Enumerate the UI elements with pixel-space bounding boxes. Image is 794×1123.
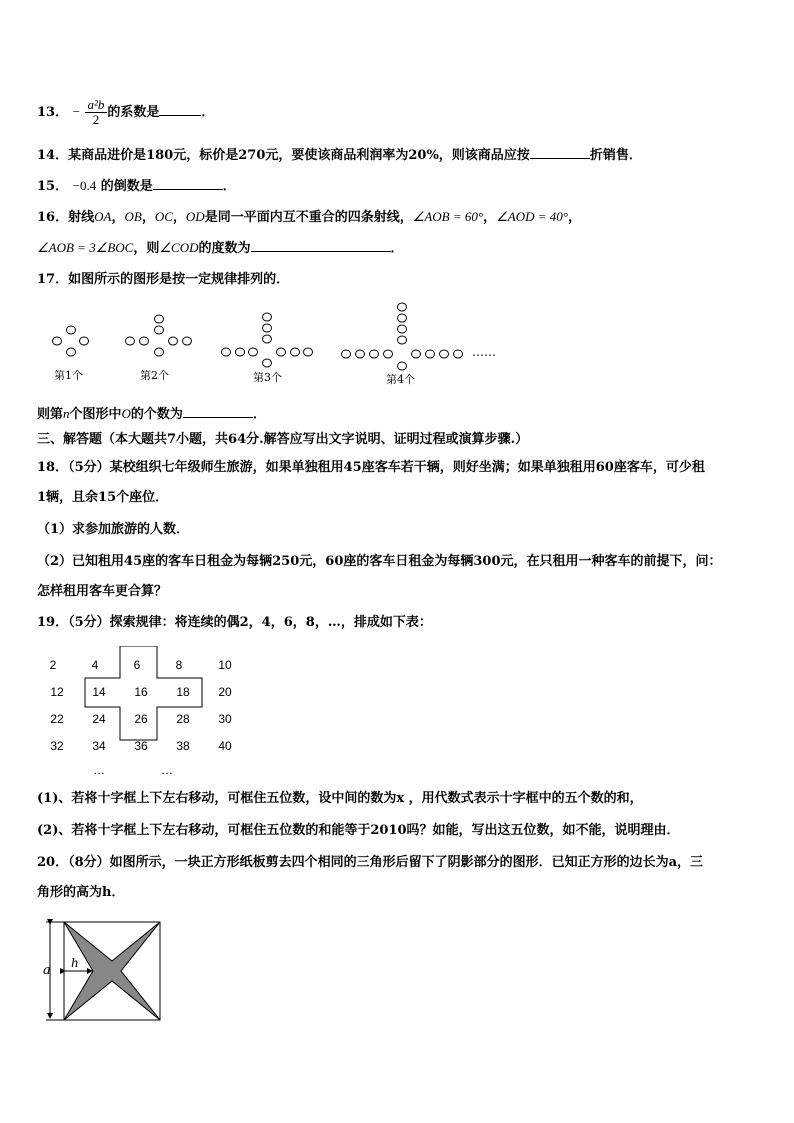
grid-cell: 32 — [50, 739, 64, 753]
question-19-sub-2: (2)、若将十字框上下左右移动，可框住五位数的和能等于2010吗？如能，写出这五位数，如不能，说明理由． — [37, 823, 680, 838]
answer-blank — [153, 177, 223, 190]
grid-cell: 2 — [49, 658, 57, 672]
pattern-circle — [370, 350, 379, 358]
grid-cell: 18 — [176, 685, 190, 699]
fraction — [85, 98, 108, 127]
pattern-circle — [398, 336, 407, 344]
question-17-answer: 则第n个图形中O的个数为 ． — [37, 406, 266, 422]
question-text: 的系数是 — [107, 105, 160, 120]
question-number: 16． — [37, 210, 69, 225]
variable-o: O — [121, 406, 131, 421]
pattern-circle — [155, 348, 164, 356]
figure-label-4: 第4个 — [386, 373, 415, 386]
grid-cell: 8 — [175, 658, 183, 672]
grid-cell: 38 — [176, 739, 190, 753]
label-a: a — [43, 963, 51, 978]
figure-label-1: 第1个 — [54, 369, 83, 382]
grid-cell: 24 — [92, 712, 106, 726]
pattern-circle — [155, 326, 164, 334]
pattern-circle — [140, 337, 149, 345]
grid-cell: 12 — [50, 685, 64, 699]
grid-cell: 10 — [218, 658, 232, 672]
question-20-line-1: 20．（8分）如图所示，一块正方形纸板剪去四个相同的三角形后留下了阴影部分的图形．已知正方形的边长为a，三 — [37, 855, 704, 870]
pattern-circle — [263, 313, 272, 321]
grid-cell: 20 — [218, 685, 232, 699]
question-18-sub-2a: （2）已知租用45座的客车日租金为每辆250元，60座的客车日租金为每辆300元，在只租用一种客车的前提下，问： — [37, 554, 722, 569]
pattern-circle — [356, 350, 365, 358]
angle-relation: ∠AOB = 3∠BOC — [37, 240, 134, 255]
question-18-line-1: 18．（5分）某校组织七年级师生旅游，如果单独租用45座客车若干辆，则好坐满；如果单独租用60座客车，可少租 — [37, 460, 705, 475]
ellipsis: …… — [472, 345, 496, 359]
pattern-circle — [263, 335, 272, 343]
grid-dots: … — [161, 763, 173, 777]
angle-aod: ∠AOD = 40° — [496, 209, 568, 224]
grid-dots: … — [93, 763, 105, 777]
pattern-circle — [183, 337, 192, 345]
question-number: 17． — [37, 272, 69, 287]
question-19-sub-1: (1)、若将十字框上下左右移动，可框住五位数，设中间的数为x ，用代数式表示十字框中的五个数的和， — [37, 791, 643, 806]
question-13: 13． − $\frac{\text{a²b}}{2}$ 的系数是 ． — [37, 97, 215, 127]
question-18-line-2: 1辆，且余15个座位． — [37, 490, 169, 505]
pattern-circle — [398, 314, 407, 322]
answer-blank — [183, 405, 253, 418]
pattern-circle — [126, 337, 135, 345]
fraction-denominator: 2 — [92, 112, 100, 127]
pattern-circle — [304, 348, 313, 356]
ray-od: OD — [185, 209, 205, 224]
pattern-circle — [236, 348, 245, 356]
ray-oa: OA — [94, 209, 112, 224]
minus-sign: − — [72, 104, 80, 119]
angle-aob: ∠AOB = 60° — [412, 209, 484, 224]
grid-cell: 40 — [218, 739, 232, 753]
pattern-circle — [384, 350, 393, 358]
ray-oc: OC — [154, 209, 173, 224]
grid-cell: 6 — [133, 658, 141, 672]
pattern-circle — [440, 350, 449, 358]
grid-cell: 16 — [134, 685, 148, 699]
grid-cell: 28 — [176, 712, 190, 726]
question-number: 14． — [37, 148, 69, 163]
pattern-circle — [277, 348, 286, 356]
grid-cell: 34 — [92, 739, 106, 753]
grid-cell: 14 — [92, 685, 106, 699]
pattern-circle — [222, 348, 231, 356]
pattern-circle — [80, 337, 89, 345]
question-17 — [37, 271, 289, 289]
pattern-circle — [263, 324, 272, 332]
question-20-line-2: 角形的高为h． — [37, 885, 125, 900]
question-18-sub-1: （1）求参加旅游的人数． — [37, 522, 190, 537]
grid-cell: 36 — [134, 739, 148, 753]
pattern-circle — [155, 315, 164, 323]
answer-blank — [530, 146, 590, 159]
figure-label-2: 第2个 — [140, 369, 169, 382]
pattern-circle — [454, 350, 463, 358]
variable-n: n — [63, 406, 70, 421]
question-number: 13． — [37, 105, 69, 120]
angle-cod: ∠COD — [159, 240, 199, 255]
ray-ob: OB — [124, 209, 142, 224]
pattern-circle — [67, 326, 76, 334]
label-h: h — [71, 956, 79, 970]
grid-cell: 4 — [91, 658, 99, 672]
pattern-circle — [263, 359, 272, 367]
circle-pattern-figure — [40, 296, 520, 392]
question-19-line-1: 19．（5分）探索规律：将连续的偶2，4，6，8，…，排成如下表： — [37, 615, 432, 630]
section-heading: 三、解答题（本大题共7小题，共64分.解答应写出文字说明、证明过程或演算步骤.） — [37, 432, 529, 447]
pattern-circle — [412, 350, 421, 358]
answer-blank — [251, 239, 391, 252]
question-text: 的倒数是 — [100, 179, 153, 194]
grid-cell: 22 — [50, 712, 64, 726]
pattern-circle — [398, 325, 407, 333]
question-16-line-1: 16．射线OA，OB，OC，OD是同一平面内互不重合的四条射线，∠AOB = 60°，∠AOD = 40°， — [37, 209, 581, 225]
number-grid — [37, 646, 247, 786]
question-14: 14．某商品进价是180元，标价是270元，要使该商品利润率为20%，则该商品应按 折销售． — [37, 148, 642, 163]
square-star-figure — [38, 918, 163, 1024]
question-text: 如图所示的图形是按一定规律排列的． — [68, 272, 290, 287]
question-15: 15． −0.4 的倒数是 ． — [37, 178, 236, 194]
pattern-circle — [398, 362, 407, 370]
fraction-numerator: a²b — [85, 98, 108, 113]
question-18-sub-2b: 怎样租用客车更合算？ — [37, 584, 168, 599]
pattern-circle — [291, 348, 300, 356]
pattern-circle — [249, 348, 258, 356]
pattern-circle — [342, 350, 351, 358]
grid-cell: 30 — [218, 712, 232, 726]
question-16-line-2: ∠AOB = 3∠BOC，则∠COD的度数为 ． — [37, 240, 404, 256]
pattern-circle — [169, 337, 178, 345]
answer-blank — [159, 103, 201, 116]
pattern-circle — [426, 350, 435, 358]
question-number: 15． — [37, 179, 69, 194]
figure-label-3: 第3个 — [253, 371, 282, 384]
pattern-circle — [67, 348, 76, 356]
grid-cell: 26 — [134, 712, 148, 726]
question-text: 某商品进价是180元，标价是270元，要使该商品利润率为20%，则该商品应按 — [68, 148, 530, 163]
pattern-circle — [53, 337, 62, 345]
pattern-circle — [398, 303, 407, 311]
math-value: −0.4 — [72, 178, 97, 193]
